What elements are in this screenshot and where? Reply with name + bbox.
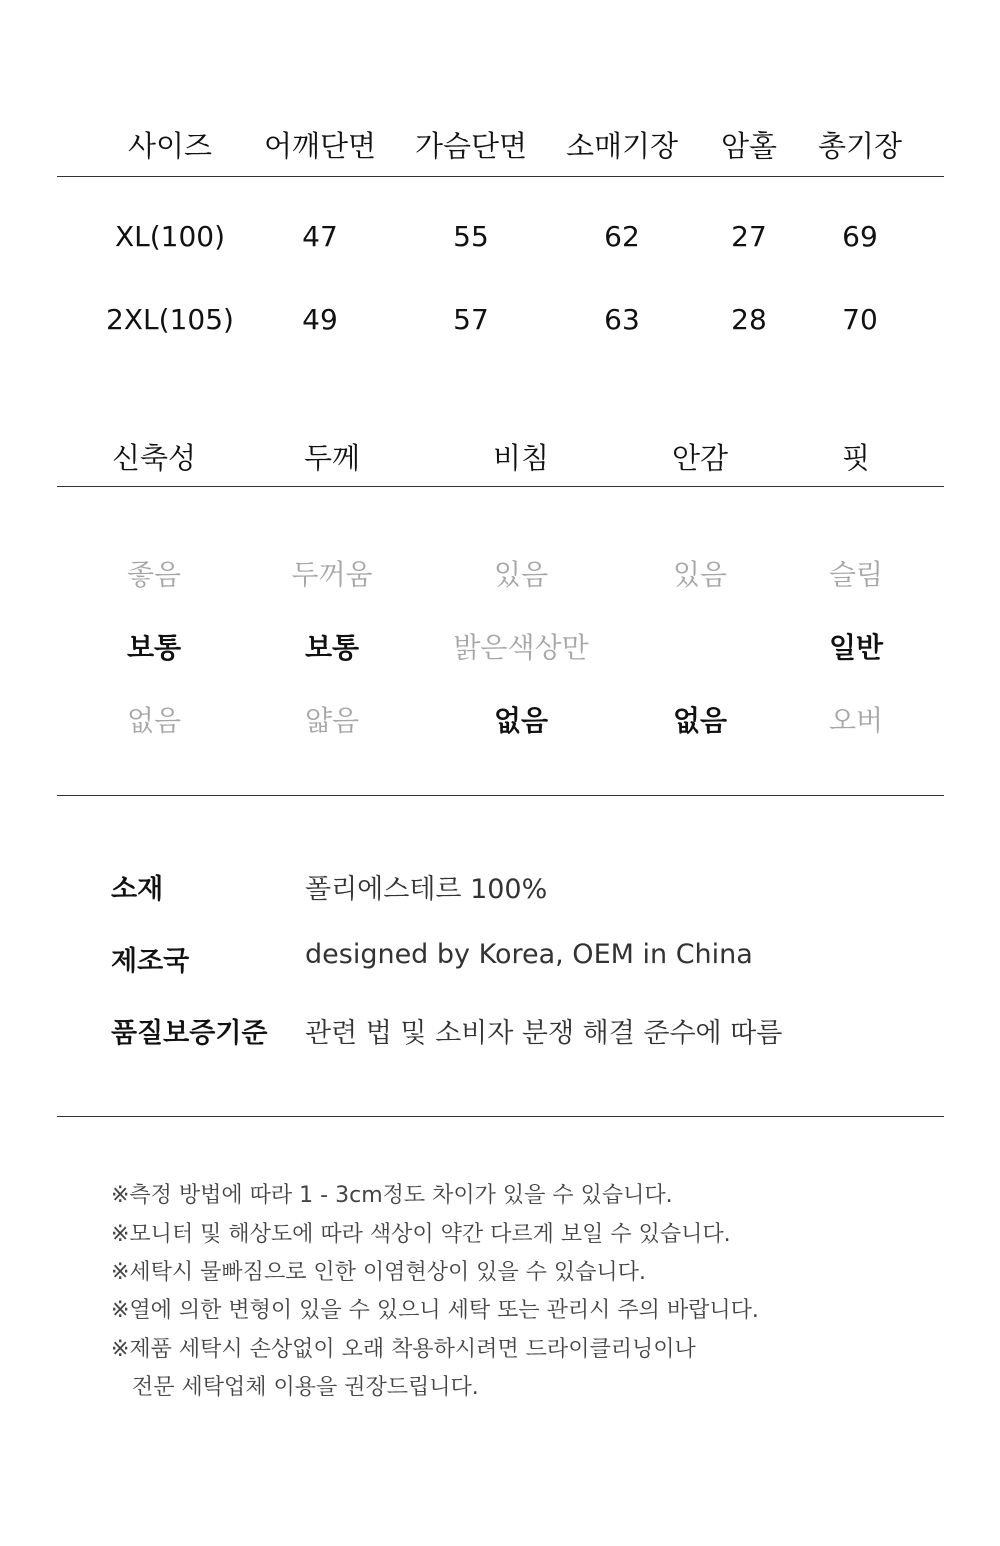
size-cell: 57 <box>453 303 489 336</box>
size-cell: 55 <box>453 220 489 253</box>
option-fit-regular: 일반 <box>828 631 884 664</box>
size-cell: 70 <box>842 303 878 336</box>
note-line: ※제품 세탁시 손상없이 오래 착용하시려면 드라이클리닝이나 <box>111 1337 696 1362</box>
fabric-header-fit: 핏 <box>841 441 871 475</box>
option-thickness-thin: 얇음 <box>304 704 360 737</box>
product-info-label: 제조국 <box>111 946 190 977</box>
fabric-header-lining: 안감 <box>671 441 729 475</box>
fabric-section-divider <box>57 795 944 796</box>
size-header-armhole: 암홀 <box>720 129 778 163</box>
size-cell: 2XL(105) <box>106 303 234 336</box>
option-stretch-good: 좋음 <box>126 558 182 591</box>
option-thickness-thick: 두꺼움 <box>291 558 373 591</box>
fabric-header-stretch: 신축성 <box>111 441 197 475</box>
size-header-sleeve: 소매기장 <box>565 129 679 163</box>
product-info-value: 폴리에스테르 100% <box>305 874 548 905</box>
fabric-header-thickness: 두께 <box>303 441 361 475</box>
note-line: 전문 세탁업체 이용을 권장드립니다. <box>111 1375 479 1400</box>
size-cell: 49 <box>302 303 338 336</box>
size-cell: 69 <box>842 220 878 253</box>
size-cell: 63 <box>604 303 640 336</box>
product-info-divider <box>57 1116 944 1117</box>
option-transparency-yes: 있음 <box>493 558 549 591</box>
size-cell: 27 <box>731 220 767 253</box>
option-transparency-light-only: 밝은색상만 <box>453 631 589 664</box>
product-info-label: 소재 <box>111 874 164 905</box>
note-line: ※모니터 및 해상도에 따라 색상이 약간 다르게 보일 수 있습니다. <box>111 1222 731 1247</box>
note-line: ※측정 방법에 따라 1 - 3cm정도 차이가 있을 수 있습니다. <box>111 1183 673 1208</box>
option-lining-yes: 있음 <box>672 558 728 591</box>
option-fit-slim: 슬림 <box>828 558 884 591</box>
size-header-length: 총기장 <box>817 129 903 163</box>
product-info-label: 품질보증기준 <box>111 1018 268 1049</box>
size-header-size: 사이즈 <box>127 129 213 163</box>
option-thickness-normal: 보통 <box>304 631 360 664</box>
option-fit-over: 오버 <box>828 704 884 737</box>
size-cell: 62 <box>604 220 640 253</box>
option-stretch-normal: 보통 <box>126 631 182 664</box>
option-lining-none: 없음 <box>672 704 728 737</box>
size-header-chest: 가슴단면 <box>414 129 528 163</box>
size-header-shoulder: 어깨단면 <box>263 129 377 163</box>
option-stretch-none: 없음 <box>126 704 182 737</box>
note-line: ※열에 의한 변형이 있을 수 있으니 세탁 또는 관리시 주의 바랍니다. <box>111 1298 759 1323</box>
size-cell: 47 <box>302 220 338 253</box>
fabric-header-transparency: 비침 <box>492 441 550 475</box>
size-cell: XL(100) <box>114 220 226 253</box>
product-info-value: 관련 법 및 소비자 분쟁 해결 준수에 따름 <box>305 1018 783 1049</box>
fabric-header-divider <box>57 486 944 487</box>
size-cell: 28 <box>731 303 767 336</box>
option-transparency-none: 없음 <box>493 704 549 737</box>
product-info-value: designed by Korea, OEM in China <box>305 939 753 970</box>
note-line: ※세탁시 물빠짐으로 인한 이염현상이 있을 수 있습니다. <box>111 1260 646 1285</box>
size-header-divider <box>57 176 944 177</box>
